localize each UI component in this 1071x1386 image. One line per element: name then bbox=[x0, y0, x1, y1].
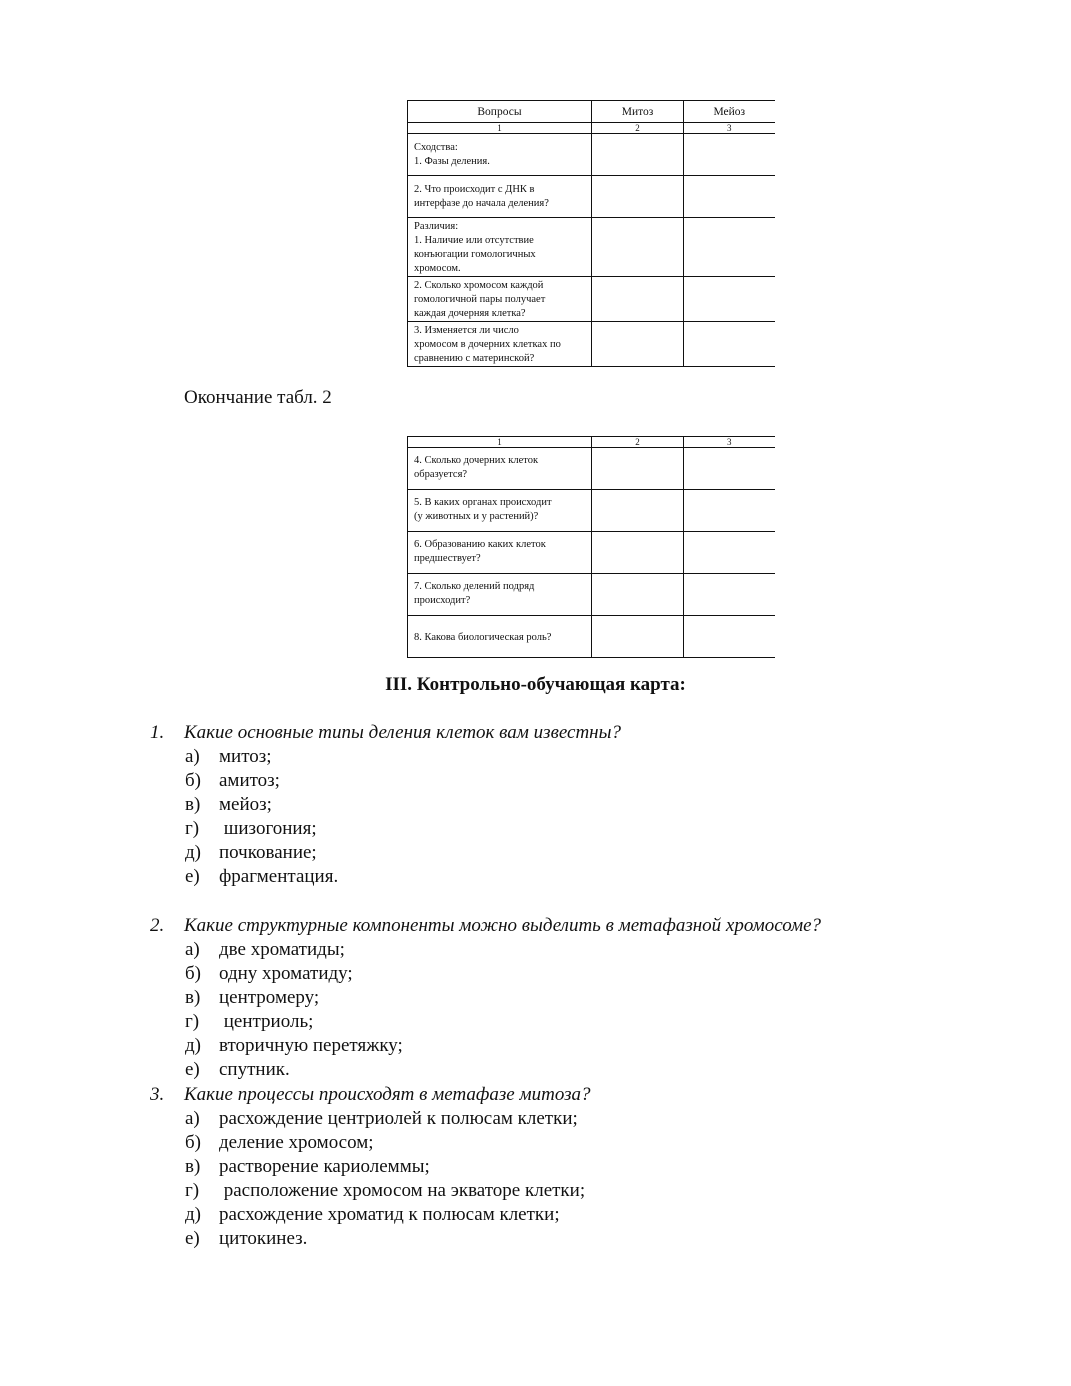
question-cell bbox=[408, 616, 592, 658]
option-letter: а) bbox=[185, 746, 200, 767]
cell-line: конъюгации гомологичных bbox=[414, 249, 536, 260]
cell-line: сравнению с материнской? bbox=[414, 353, 535, 364]
column-number: 1 bbox=[408, 123, 592, 134]
cell-line: 5. В каких органах происходит bbox=[414, 497, 552, 508]
meiosis-answer-cell[interactable] bbox=[684, 574, 775, 616]
mitosis-answer-cell[interactable] bbox=[592, 490, 684, 532]
option-text: две хроматиды; bbox=[219, 939, 345, 960]
option[interactable] bbox=[185, 1035, 403, 1057]
option-text: спутник. bbox=[219, 1059, 290, 1080]
table-caption: Окончание табл. 2 bbox=[184, 387, 332, 408]
option[interactable] bbox=[185, 794, 272, 816]
question-text: Какие структурные компоненты можно выделить в метафазной хромосоме? bbox=[184, 915, 822, 936]
option[interactable] bbox=[185, 866, 338, 888]
option-text: фрагментация. bbox=[219, 866, 339, 887]
cell-line: 1. Наличие или отсутствие bbox=[414, 235, 534, 246]
option[interactable] bbox=[185, 746, 272, 768]
cell-line: интерфазе до начала деления? bbox=[414, 198, 549, 209]
column-number: 3 bbox=[684, 123, 775, 134]
mitosis-answer-cell[interactable] bbox=[592, 134, 684, 176]
table-row bbox=[408, 448, 775, 490]
column-number: 2 bbox=[592, 123, 684, 134]
table-2-number-row bbox=[408, 437, 775, 448]
mitosis-answer-cell[interactable] bbox=[592, 616, 684, 658]
option-letter: е) bbox=[185, 1059, 200, 1080]
question-2 bbox=[150, 915, 821, 937]
option-letter: е) bbox=[185, 1228, 200, 1249]
cell-line: 7. Сколько делений подряд bbox=[414, 581, 535, 592]
option[interactable] bbox=[185, 1204, 560, 1226]
cell-line: 2. Сколько хромосом каждой bbox=[414, 280, 544, 291]
meiosis-answer-cell[interactable] bbox=[684, 134, 775, 176]
table-1-header-row bbox=[408, 101, 775, 123]
option-text: деление хромосом; bbox=[219, 1132, 374, 1153]
option-letter: б) bbox=[185, 1132, 201, 1153]
option-letter: г) bbox=[185, 818, 200, 839]
cell-line: хромосом. bbox=[414, 263, 461, 274]
mitosis-answer-cell[interactable] bbox=[592, 176, 684, 218]
option-letter: б) bbox=[185, 963, 201, 984]
option[interactable] bbox=[185, 770, 280, 792]
option-letter: в) bbox=[185, 794, 201, 815]
section-title: III. Контрольно-обучающая карта: bbox=[385, 674, 686, 695]
header-mitosis: Митоз bbox=[592, 101, 684, 123]
question-cell bbox=[408, 277, 592, 322]
option[interactable] bbox=[185, 1156, 430, 1178]
question-cell bbox=[408, 448, 592, 490]
cell-line: гомологичной пары получает bbox=[414, 294, 546, 305]
question-cell bbox=[408, 218, 592, 277]
question-number: 1. bbox=[150, 722, 165, 743]
table-row bbox=[408, 176, 775, 218]
cell-line: хромосом в дочерних клетках по bbox=[414, 339, 561, 350]
cell-line: образуется? bbox=[414, 469, 468, 480]
cell-line: Различия: bbox=[414, 221, 459, 232]
cell-line: 6. Образованию каких клеток bbox=[414, 539, 546, 550]
option-letter: б) bbox=[185, 770, 201, 791]
question-cell bbox=[408, 322, 592, 367]
meiosis-answer-cell[interactable] bbox=[684, 176, 775, 218]
table-row bbox=[408, 616, 775, 658]
table-row bbox=[408, 218, 775, 277]
question-1 bbox=[150, 722, 621, 744]
cell-line: 8. Какова биологическая роль? bbox=[414, 631, 552, 643]
option-text: расхождение центриолей к полюсам клетки; bbox=[219, 1108, 578, 1129]
table-row bbox=[408, 574, 775, 616]
header-questions: Вопросы bbox=[408, 101, 592, 123]
mitosis-answer-cell[interactable] bbox=[592, 448, 684, 490]
question-3 bbox=[150, 1084, 591, 1106]
option[interactable] bbox=[185, 1108, 578, 1130]
table-1 bbox=[407, 100, 775, 367]
option-text: вторичную перетяжку; bbox=[219, 1035, 403, 1056]
meiosis-answer-cell[interactable] bbox=[684, 448, 775, 490]
table-row bbox=[408, 532, 775, 574]
option[interactable] bbox=[185, 1011, 313, 1033]
option-text: митоз; bbox=[219, 746, 272, 767]
meiosis-answer-cell[interactable] bbox=[684, 532, 775, 574]
table-row bbox=[408, 322, 775, 367]
option[interactable] bbox=[185, 987, 319, 1009]
meiosis-answer-cell[interactable] bbox=[684, 218, 775, 277]
question-number: 2. bbox=[150, 915, 165, 936]
mitosis-answer-cell[interactable] bbox=[592, 218, 684, 277]
column-number: 3 bbox=[684, 437, 775, 448]
option[interactable] bbox=[185, 842, 317, 864]
option-letter: г) bbox=[185, 1180, 200, 1201]
table-row bbox=[408, 134, 775, 176]
option-letter: в) bbox=[185, 1156, 201, 1177]
question-cell bbox=[408, 490, 592, 532]
option[interactable] bbox=[185, 1228, 307, 1250]
option[interactable] bbox=[185, 1059, 290, 1081]
question-cell bbox=[408, 532, 592, 574]
option[interactable] bbox=[185, 963, 353, 985]
column-number: 2 bbox=[592, 437, 684, 448]
table-1-number-row bbox=[408, 123, 775, 134]
option-text: амитоз; bbox=[219, 770, 280, 791]
meiosis-answer-cell[interactable] bbox=[684, 277, 775, 322]
option-letter: г) bbox=[185, 1011, 200, 1032]
option[interactable] bbox=[185, 939, 345, 961]
meiosis-answer-cell[interactable] bbox=[684, 616, 775, 658]
mitosis-answer-cell[interactable] bbox=[592, 322, 684, 367]
option[interactable] bbox=[185, 818, 317, 840]
question-number: 3. bbox=[150, 1084, 165, 1105]
column-number: 1 bbox=[408, 437, 592, 448]
meiosis-answer-cell[interactable] bbox=[684, 490, 775, 532]
question-cell bbox=[408, 134, 592, 176]
question-cell bbox=[408, 574, 592, 616]
option-text: почкование; bbox=[219, 842, 317, 863]
option-text: центриоль; bbox=[219, 1011, 314, 1032]
cell-line: 3. Изменяется ли число bbox=[414, 325, 519, 336]
mitosis-answer-cell[interactable] bbox=[592, 532, 684, 574]
option[interactable] bbox=[185, 1132, 374, 1154]
cell-line: 1. Фазы деления. bbox=[414, 156, 490, 167]
cell-line: предшествует? bbox=[414, 553, 481, 564]
question-cell bbox=[408, 176, 592, 218]
table-2 bbox=[407, 436, 775, 658]
table-row bbox=[408, 277, 775, 322]
question-text: Какие основные типы деления клеток вам известны? bbox=[184, 722, 621, 743]
option-letter: д) bbox=[185, 842, 201, 863]
option-text: центромеру; bbox=[219, 987, 320, 1008]
cell-line: Сходства: bbox=[414, 142, 458, 153]
table-row bbox=[408, 490, 775, 532]
option-text: цитокинез. bbox=[219, 1228, 308, 1249]
cell-line: (у животных и у растений)? bbox=[414, 511, 539, 522]
option-text: шизогония; bbox=[219, 818, 317, 839]
option-text: мейоз; bbox=[219, 794, 272, 815]
option-letter: а) bbox=[185, 939, 200, 960]
option-letter: в) bbox=[185, 987, 201, 1008]
cell-line: 4. Сколько дочерних клеток bbox=[414, 455, 539, 466]
meiosis-answer-cell[interactable] bbox=[684, 322, 775, 367]
option-letter: а) bbox=[185, 1108, 200, 1129]
option-text: расхождение хроматид к полюсам клетки; bbox=[219, 1204, 560, 1225]
option-letter: е) bbox=[185, 866, 200, 887]
cell-line: каждая дочерняя клетка? bbox=[414, 308, 526, 319]
option-text: расположение хромосом на экваторе клетки; bbox=[219, 1180, 586, 1201]
question-text: Какие процессы происходят в метафазе митоза? bbox=[184, 1084, 591, 1105]
mitosis-answer-cell[interactable] bbox=[592, 574, 684, 616]
option-letter: д) bbox=[185, 1035, 201, 1056]
option[interactable] bbox=[185, 1180, 585, 1202]
cell-line: 2. Что происходит с ДНК в bbox=[414, 184, 535, 195]
mitosis-answer-cell[interactable] bbox=[592, 277, 684, 322]
option-letter: д) bbox=[185, 1204, 201, 1225]
cell-line: происходит? bbox=[414, 595, 471, 606]
option-text: одну хроматиду; bbox=[219, 963, 353, 984]
header-meiosis: Мейоз bbox=[684, 101, 775, 123]
option-text: растворение кариолеммы; bbox=[219, 1156, 430, 1177]
